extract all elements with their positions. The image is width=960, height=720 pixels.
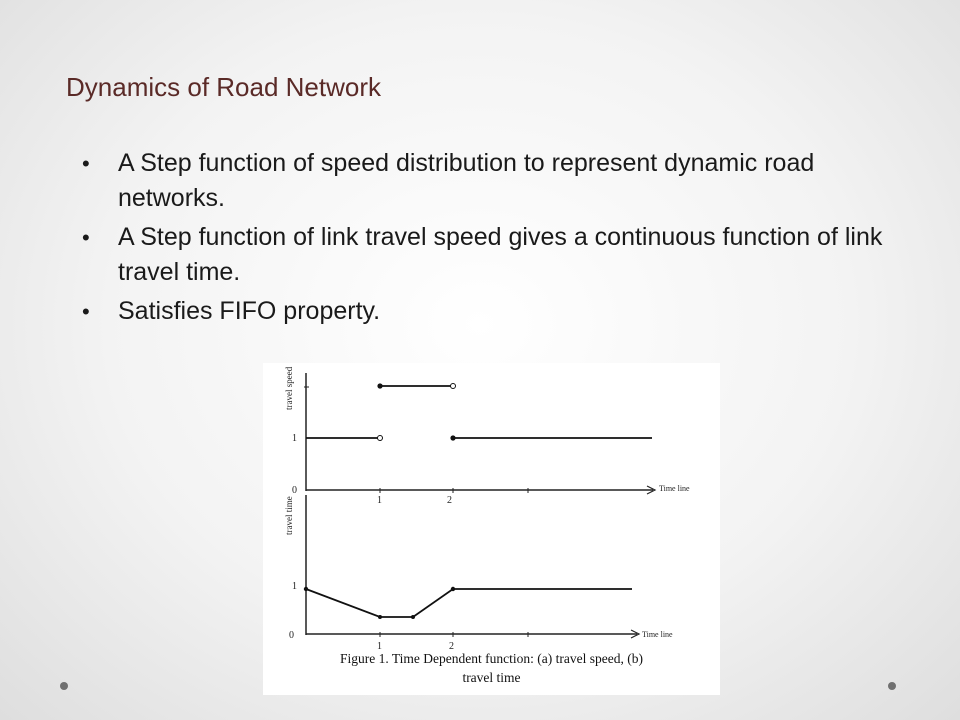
bullet-icon: •	[82, 225, 90, 250]
open-point	[451, 384, 456, 389]
bottom-x-tick-label: 1	[377, 641, 382, 652]
closed-point	[377, 383, 382, 388]
nav-dot-left	[60, 682, 68, 690]
bullet-list	[82, 146, 902, 333]
closed-point	[450, 435, 455, 440]
travel-time-point	[378, 615, 382, 619]
bottom-x-tick-label: 2	[449, 641, 454, 652]
top-x-tick-label: 2	[447, 495, 452, 506]
bullet-icon: •	[82, 151, 90, 176]
travel-time-point	[451, 587, 455, 591]
slide-title: Dynamics of Road Network	[66, 72, 381, 102]
top-x-tick-label: 1	[377, 495, 382, 506]
bullet-item	[82, 294, 902, 329]
bullet-icon: •	[82, 299, 90, 324]
bullet-item	[82, 146, 902, 216]
caption-line: travel time	[462, 670, 521, 685]
figure-plots	[263, 363, 720, 695]
bottom-origin-label: 0	[289, 630, 294, 641]
figure-caption	[263, 649, 720, 687]
travel-time-point	[411, 615, 415, 619]
bullet-item	[82, 220, 902, 290]
bottom-x-label: Time line	[642, 630, 673, 639]
travel-time-line	[306, 589, 632, 617]
nav-dot-right	[888, 682, 896, 690]
caption-line: Figure 1. Time Dependent function: (a) travel speed, (b)	[340, 651, 643, 666]
bullet-text: A Step function of link travel speed gives a continuous function of link travel time.	[118, 223, 883, 286]
top-x-label: Time line	[659, 484, 690, 493]
top-origin-label: 0	[292, 485, 297, 496]
bullet-text: A Step function of speed distribution to represent dynamic road networks.	[118, 149, 815, 212]
top-y-label: travel speed	[284, 366, 294, 410]
bottom-y-label: travel time	[284, 496, 294, 535]
figure-image	[263, 363, 720, 695]
bullet-text: Satisfies FIFO property.	[118, 297, 381, 325]
open-point	[378, 436, 383, 441]
bottom-y-tick-label: 1	[292, 581, 297, 592]
top-y-tick-label: 1	[292, 433, 297, 444]
travel-time-point	[304, 587, 308, 591]
